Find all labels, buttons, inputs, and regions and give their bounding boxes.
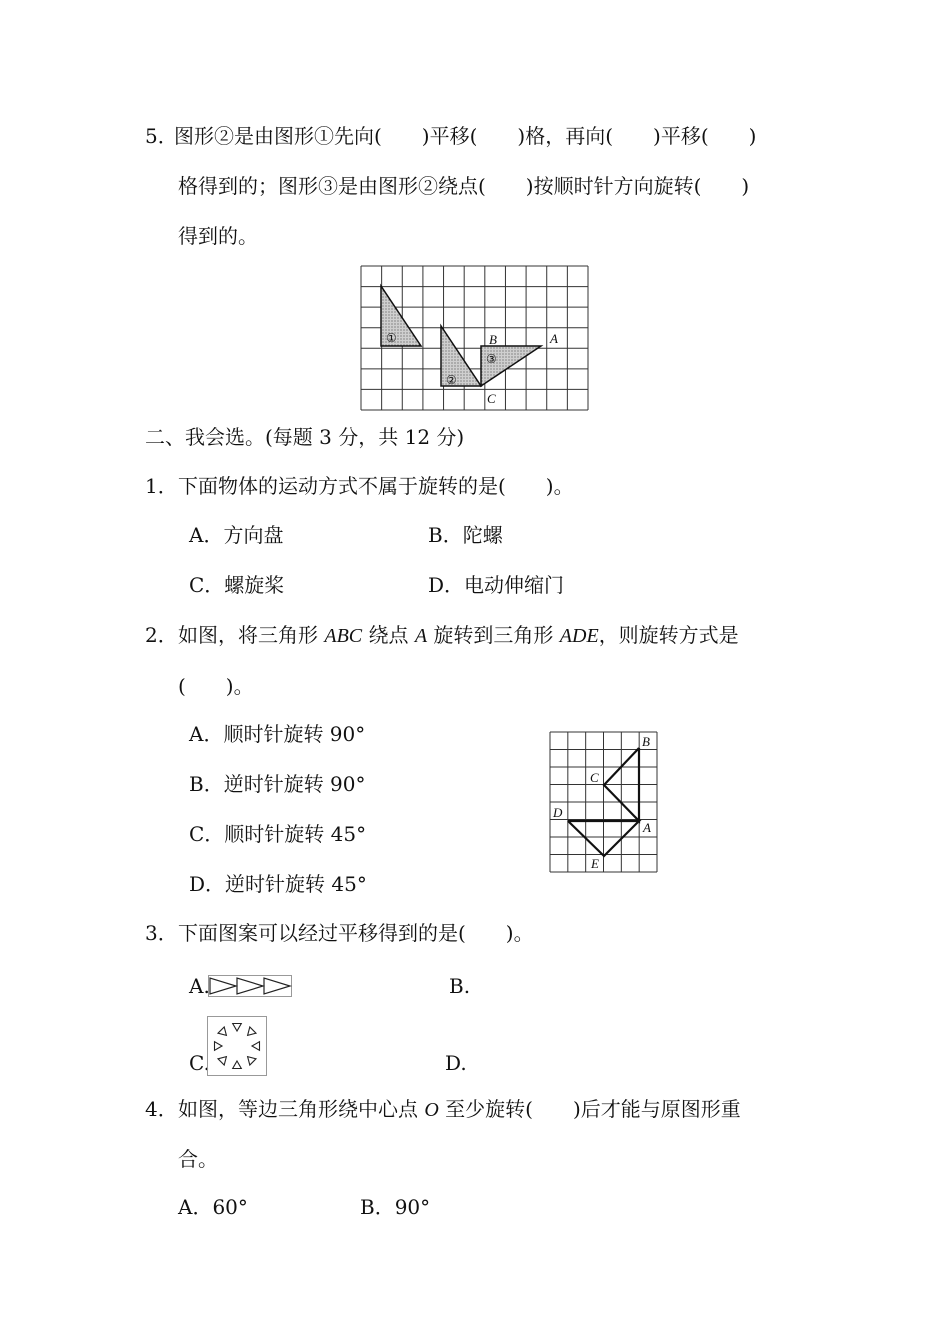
q2-stem-line-2: ( )。	[178, 674, 254, 698]
section-2-title: 二、我会选。(每题 3 分，共 12 分)	[145, 425, 465, 449]
q2-point-b: B	[642, 734, 650, 749]
q5-point-a: A	[550, 331, 558, 346]
q3-stem: 下面图案可以经过平移得到的是( )。	[178, 921, 534, 945]
q5-line-1: 图形②是由图形①先向( )平移( )格，再向( )平移( )	[174, 124, 757, 148]
q2-number: 2．	[145, 623, 178, 647]
q3-option-c[interactable]: C.	[189, 1051, 210, 1075]
q4-point-o: O	[424, 1099, 439, 1121]
small-triangle-icon	[252, 1042, 260, 1051]
q3-option-c-ring	[215, 1024, 260, 1069]
q2-stem-part-d: ，则旋转方式是	[598, 623, 739, 647]
q2-point-d: D	[553, 805, 563, 820]
q5-point-b: B	[489, 332, 497, 347]
q4-stem	[178, 1099, 741, 1120]
small-triangle-icon	[233, 1061, 242, 1069]
q2-triangle-ade: ADE	[559, 625, 599, 647]
q5-line-2: 格得到的；图形③是由图形②绕点( )按顺时针方向旋转( )	[178, 174, 750, 198]
q2-point-a-text: A	[414, 625, 428, 647]
small-triangle-icon	[218, 1027, 226, 1035]
small-triangle-icon	[248, 1057, 256, 1065]
q3-option-d[interactable]: D.	[445, 1051, 467, 1075]
q4-number: 4．	[145, 1097, 178, 1121]
q4-option-b[interactable]: B．90°	[360, 1195, 431, 1219]
q1-option-a[interactable]: A．方向盘	[189, 523, 284, 547]
q2-point-c: C	[590, 770, 599, 785]
q2-stem-part-c: 旋转到三角形	[427, 623, 560, 647]
q3-option-a-pattern	[208, 975, 292, 997]
q2-grid-figure	[550, 732, 658, 872]
q4-stem-part-b: 至少旋转( )后才能与原图形重	[438, 1097, 741, 1121]
q3-option-c-pattern	[207, 1016, 267, 1076]
q4-stem-line-2: 合。	[178, 1147, 218, 1171]
q2-stem	[178, 625, 739, 646]
q2-option-d[interactable]: D．逆时针旋转 45°	[189, 872, 367, 896]
q2-point-e: E	[591, 856, 599, 871]
q1-stem: 下面物体的运动方式不属于旋转的是( )。	[178, 474, 574, 498]
q2-option-b[interactable]: B．逆时针旋转 90°	[189, 772, 366, 796]
q2-stem-part-a: 如图，将三角形	[178, 623, 325, 647]
q4-stem-part-a: 如图，等边三角形绕中心点	[178, 1097, 425, 1121]
q2-grid	[550, 732, 657, 872]
small-triangle-icon	[215, 1042, 223, 1051]
q1-option-c[interactable]: C．螺旋桨	[189, 573, 285, 597]
q3-number: 3．	[145, 921, 178, 945]
small-triangle-icon	[233, 1024, 242, 1032]
q5-label-1: ①	[386, 331, 397, 345]
q3-option-a[interactable]: A.	[189, 974, 210, 998]
q5-point-c: C	[487, 391, 496, 406]
q3-option-b[interactable]: B.	[449, 974, 471, 998]
q5-label-2: ②	[446, 373, 457, 387]
q2-option-a[interactable]: A．顺时针旋转 90°	[189, 722, 366, 746]
q2-stem-part-b: 绕点	[362, 623, 415, 647]
q5-label-3: ③	[486, 352, 497, 366]
q5-number: 5．	[145, 124, 178, 148]
q4-option-a[interactable]: A．60°	[178, 1195, 248, 1219]
q5-line-3: 得到的。	[178, 224, 258, 248]
q1-number: 1．	[145, 474, 178, 498]
q2-triangle-abc: ABC	[324, 625, 363, 647]
small-triangle-icon	[248, 1027, 256, 1035]
small-triangle-icon	[218, 1057, 226, 1065]
q1-option-d[interactable]: D．电动伸缩门	[428, 573, 565, 597]
q2-option-c[interactable]: C．顺时针旋转 45°	[189, 822, 367, 846]
q5-grid-figure	[361, 266, 589, 410]
q2-point-a: A	[643, 820, 651, 835]
q1-option-b[interactable]: B．陀螺	[428, 523, 503, 547]
